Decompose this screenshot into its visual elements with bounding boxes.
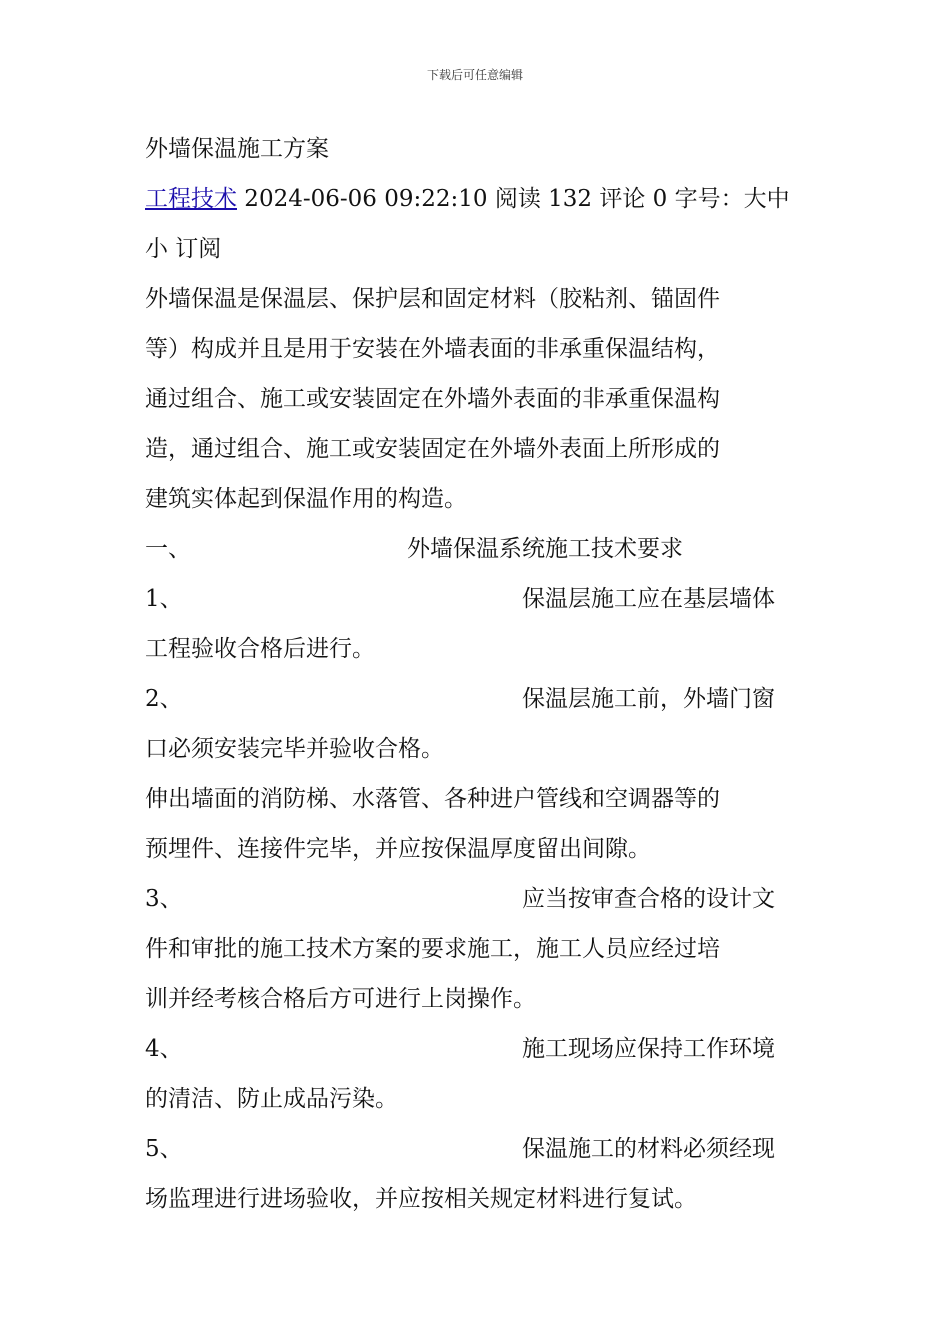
item-number: 2、	[145, 686, 183, 712]
item-continuation: 场监理进行进场验收，并应按相关规定材料进行复试。	[145, 1186, 697, 1212]
item-text: 应当按审查合格的设计文	[522, 886, 775, 912]
item-number: 1、	[145, 586, 183, 612]
item-text: 施工现场应保持工作环境	[522, 1036, 775, 1062]
item-continuation: 伸出墙面的消防梯、水落管、各种进户管线和空调器等的	[145, 786, 720, 812]
meta-line	[145, 174, 810, 224]
item-number: 3、	[145, 886, 183, 912]
item-text: 保温层施工前，外墙门窗	[522, 686, 775, 712]
meta-info: 2024-06-06 09:22:10 阅读 132 评论 0 字号：大中	[237, 186, 790, 212]
section-number: 一、	[145, 536, 191, 562]
meta-line-2: 小 订阅	[145, 236, 222, 262]
list-item	[145, 674, 810, 724]
item-number: 4、	[145, 1036, 183, 1062]
header-note: 下载后可任意编辑	[426, 68, 523, 82]
section-heading	[145, 524, 810, 574]
document-body	[145, 124, 810, 1224]
item-number: 5、	[145, 1136, 183, 1162]
item-continuation: 预埋件、连接件完毕，并应按保温厚度留出间隙。	[145, 836, 651, 862]
item-continuation: 件和审批的施工技术方案的要求施工，施工人员应经过培	[145, 936, 720, 962]
category-link[interactable]: 工程技术	[145, 186, 237, 212]
list-item	[145, 1124, 810, 1174]
item-text: 保温层施工应在基层墙体	[522, 586, 775, 612]
section-title: 外墙保温系统施工技术要求	[407, 536, 683, 562]
intro-line: 外墙保温是保温层、保护层和固定材料（胶粘剂、锚固件	[145, 286, 720, 312]
intro-line: 建筑实体起到保温作用的构造。	[145, 486, 467, 512]
list-item	[145, 574, 810, 624]
list-item	[145, 874, 810, 924]
intro-line: 造，通过组合、施工或安装固定在外墙外表面上所形成的	[145, 436, 720, 462]
intro-line: 等）构成并且是用于安装在外墙表面的非承重保温结构，	[145, 336, 720, 362]
item-text: 保温施工的材料必须经现	[522, 1136, 775, 1162]
intro-line: 通过组合、施工或安装固定在外墙外表面的非承重保温构	[145, 386, 720, 412]
item-continuation: 工程验收合格后进行。	[145, 636, 375, 662]
document-title: 外墙保温施工方案	[145, 136, 329, 162]
list-item	[145, 1024, 810, 1074]
item-continuation: 口必须安装完毕并验收合格。	[145, 736, 444, 762]
item-continuation: 的清洁、防止成品污染。	[145, 1086, 398, 1112]
item-continuation: 训并经考核合格后方可进行上岗操作。	[145, 986, 536, 1012]
